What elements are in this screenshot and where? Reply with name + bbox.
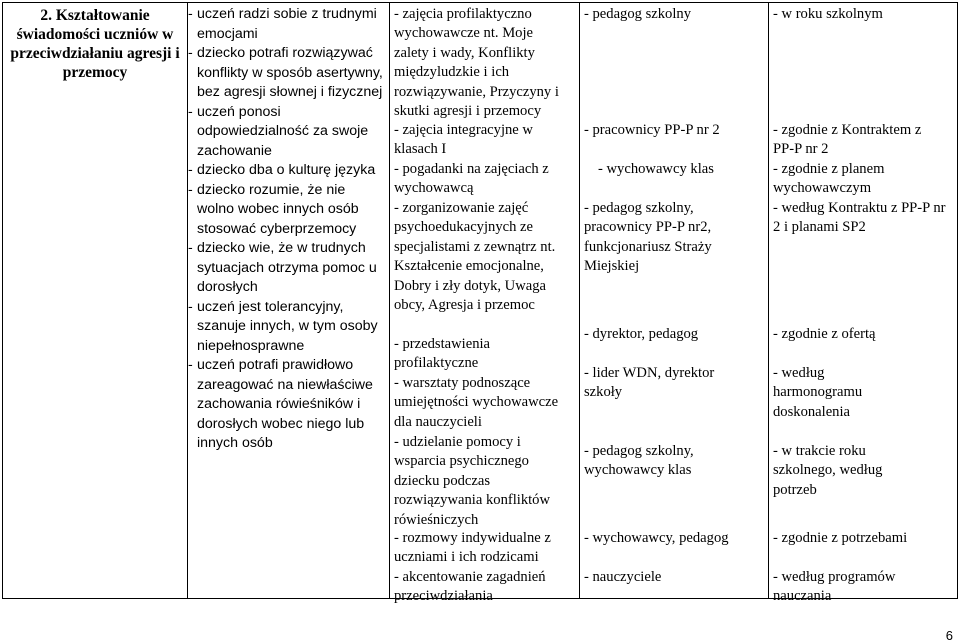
task-item: - zajęcia integracyjne w klasach I (394, 122, 533, 158)
goal-text: dziecko wie, że w trudnych sytuacjach otrzyma pomoc u dorosłych (197, 240, 377, 295)
term-item: - zgodnie z planem wychowawczym (773, 161, 885, 197)
goal-item (188, 356, 385, 454)
plan-table (2, 2, 958, 605)
goal-item (188, 103, 385, 162)
goal-text: uczeń potrafi prawidłowo zareagować na niewłaściwe zachowania rówieśników i dorosłych wobec niego lub innych osób (197, 357, 373, 451)
responsible-list (584, 5, 764, 597)
responsible-item: - pracownicy PP-P nr 2 (584, 122, 720, 138)
table-row (3, 3, 958, 599)
goal-item (188, 161, 385, 181)
task-item: - rozmowy indywidualne z uczniami i ich rodzicami (394, 530, 551, 566)
bullet-dash: - (188, 181, 193, 198)
goal-text: dziecko potrafi rozwiązywać konflikty w sposób asertywny, bez agresji słownej i fizycznej (197, 45, 383, 100)
task-item: - przedstawienia profilaktyczne (394, 336, 491, 372)
goal-item (188, 239, 385, 298)
page-number: 6 (945, 628, 953, 643)
goal-text: dziecko rozumie, że nie wolno wobec innych osób stosować cyberprzemocy (197, 181, 359, 237)
task-item: - zorganizowanie zajęć psychoedukacyjnych ze specjalistami z zewnątrz nt. Kształcenie emocjonalne, Dobry i zły dotyk, Uwaga obcy, Agresja i przemoc (394, 200, 556, 314)
goal-text: uczeń ponosi odpowiedzialność za swoje zachowanie (197, 103, 369, 159)
term-item: - według harmonogramu doskonalenia (773, 365, 863, 420)
responsible-item: - pedagog szkolny, pracownicy PP-P nr2, funkcjonariusz Straży Miejskiej (584, 200, 712, 275)
goal-text: uczeń jest tolerancyjny, szanuje innych, w tym osoby niepełnosprawne (197, 298, 378, 354)
responsible-item: - dyrektor, pedagog (584, 326, 699, 342)
term-item: - w trakcie roku szkolnego, według potrzeb (773, 443, 883, 498)
term-item: - zgodnie z Kontraktem z PP-P nr 2 (773, 122, 922, 158)
section-title-cell (3, 3, 188, 599)
task-item: - zajęcia profilaktyczno wychowawcze nt. Moje zalety i wady, Konflikty międzyludzkie i ich rozwiązywanie, Przyczyny i skutki agresji i przemocy (394, 6, 559, 120)
terms-list (773, 5, 953, 605)
responsible-item: - wychowawcy, pedagog (584, 530, 729, 546)
goal-item (188, 44, 385, 103)
bullet-dash: - (188, 162, 193, 178)
responsible-item: - wychowawcy klas (598, 161, 714, 177)
goal-text: dziecko dba o kulturę języka (197, 162, 376, 178)
goal-item (188, 181, 385, 240)
tasks-list (394, 5, 575, 605)
task-item: - akcentowanie zagadnień przeciwdziałania (394, 569, 546, 605)
responsible-cell (580, 3, 769, 599)
bullet-dash: - (188, 357, 193, 373)
term-item: - zgodnie z ofertą (773, 326, 876, 342)
task-item: - udzielanie pomocy i wsparcia psychicznego dziecku podczas rozwiązywania konfliktów rówieśniczych (394, 434, 551, 528)
term-item: - w roku szkolnym (773, 6, 883, 22)
responsible-item: - pedagog szkolny (584, 6, 691, 22)
bullet-dash: - (188, 298, 193, 315)
bullet-dash: - (188, 240, 193, 256)
bullet-dash: - (188, 6, 193, 22)
goal-text: uczeń radzi sobie z trudnymi emocjami (197, 6, 377, 42)
goal-item (188, 298, 385, 357)
term-item: - według Kontraktu z PP-P nr 2 i planami SP2 (773, 200, 946, 236)
responsible-item: - lider WDN, dyrektor szkoły (584, 365, 715, 401)
term-item: - według programów nauczania (773, 569, 896, 605)
goal-item (188, 5, 385, 44)
bullet-dash: - (188, 45, 193, 61)
term-item: - zgodnie z potrzebami (773, 530, 908, 546)
bullet-dash: - (188, 103, 193, 120)
goals-cell (188, 3, 390, 599)
terms-cell (769, 3, 958, 605)
goals-list (188, 5, 385, 454)
responsible-item: - nauczyciele (584, 569, 662, 585)
responsible-item: - pedagog szkolny, wychowawcy klas (584, 443, 694, 479)
section-title: 2. Kształtowanie świadomości uczniów w przeciwdziałaniu agresji i przemocy (10, 7, 180, 81)
tasks-cell (390, 3, 580, 605)
task-item: - pogadanki na zajęciach z wychowawcą (394, 161, 549, 197)
task-item: - warsztaty podnoszące umiejętności wychowawcze dla nauczycieli (394, 375, 559, 430)
